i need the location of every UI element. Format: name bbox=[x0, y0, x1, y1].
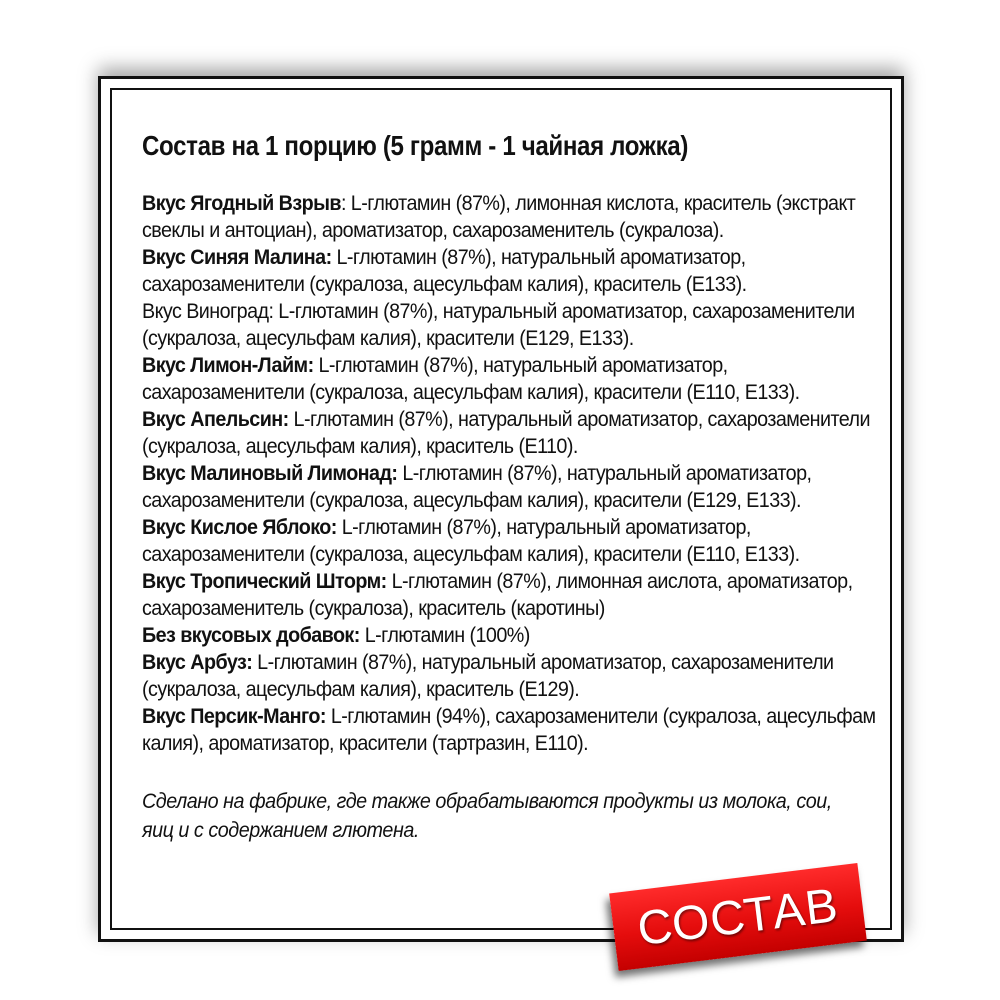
flavor-name: Вкус Малиновый Лимонад: bbox=[142, 462, 398, 485]
flavor-entry-peach-mango bbox=[142, 703, 885, 757]
flavor-ingredients: L-глютамин (87%), натуральный ароматизатор, сахарозаменители (сукралоза, ацесульфам калия), красители (E110, E133). bbox=[142, 354, 800, 404]
allergen-disclaimer: Сделано на фабрике, где также обрабатываются продукты из молока, сои, яиц и с содержанием глютена. bbox=[142, 790, 832, 842]
flavor-ingredients: L-глютамин (87%), натуральный ароматизатор, сахарозаменители (сукралоза, ацесульфам калия), красители (E129, E133). bbox=[142, 462, 812, 512]
flavor-ingredients: L-глютамин (87%), натуральный ароматизатор, сахарозаменители (сукралоза, ацесульфам калия), краситель (E110). bbox=[142, 408, 870, 458]
flavor-name-separator: : bbox=[340, 192, 346, 215]
flavor-entry-lemon-lime bbox=[142, 352, 885, 406]
flavor-name: Вкус Ягодный Взрыв bbox=[142, 192, 341, 215]
flavor-name: Без вкусовых добавок: bbox=[142, 624, 360, 647]
flavor-entry-blue-raspberry bbox=[142, 244, 885, 298]
flavor-entry-tropical-storm bbox=[142, 568, 885, 622]
flavor-entry-raspberry-lemonade bbox=[142, 460, 885, 514]
flavor-entry-berry-blast bbox=[142, 190, 885, 244]
flavor-entry-sour-apple bbox=[142, 514, 885, 568]
flavor-entry-orange bbox=[142, 406, 885, 460]
ingredients-content bbox=[142, 128, 890, 845]
flavor-entry-watermelon bbox=[142, 649, 885, 703]
flavor-ingredients: L-глютамин (87%), лимонная аислота, ароматизатор, сахарозаменитель (сукралоза), краситель (каротины) bbox=[142, 570, 853, 620]
flavor-entry-grape bbox=[142, 298, 885, 352]
flavor-ingredients: L-глютамин (87%), натуральный ароматизатор, сахарозаменители (сукралоза, ацесульфам калия), красители (E110, E133). bbox=[142, 516, 800, 566]
flavor-ingredients: L-глютамин (87%), натуральный ароматизатор, сахарозаменители (сукралоза, ацесульфам калия), красители (E129, E133). bbox=[142, 300, 855, 350]
flavor-ingredients: L-глютамин (87%), натуральный ароматизатор, сахарозаменители (сукралоза, ацесульфам калия), краситель (E129). bbox=[142, 651, 834, 701]
flavor-ingredients: L-глютамин (87%), натуральный ароматизатор, сахарозаменители (сукралоза, ацесульфам калия), краситель (E133). bbox=[142, 246, 747, 296]
flavor-ingredients: L-глютамин (87%), лимонная кислота, краситель (экстракт свеклы и антоциан), ароматизатор, сахарозаменитель (сукралоза). bbox=[142, 192, 856, 242]
flavor-name: Вкус Арбуз: bbox=[142, 651, 253, 674]
flavor-name: Вкус Апельсин: bbox=[142, 408, 289, 431]
page-title: Состав на 1 порцию (5 грамм - 1 чайная ложка) bbox=[142, 130, 689, 161]
flavor-list bbox=[142, 190, 890, 757]
flavor-name: Вкус Синяя Малина: bbox=[142, 246, 332, 269]
sostav-badge-label: СОСТАВ bbox=[634, 878, 842, 956]
flavor-name: Вкус Тропический Шторм: bbox=[142, 570, 387, 593]
flavor-name: Вкус Лимон-Лайм: bbox=[142, 354, 314, 377]
flavor-name: Вкус Кислое Яблоко: bbox=[142, 516, 337, 539]
flavor-ingredients: L-глютамин (94%), сахарозаменители (сукралоза, ацесульфам калия), ароматизатор, красители (тартразин, E110). bbox=[142, 705, 876, 755]
flavor-ingredients: L-глютамин (100%) bbox=[359, 624, 530, 647]
flavor-name: Вкус Виноград: bbox=[142, 300, 274, 323]
flavor-entry-unflavored bbox=[142, 622, 885, 649]
flavor-name: Вкус Персик-Манго: bbox=[142, 705, 326, 728]
